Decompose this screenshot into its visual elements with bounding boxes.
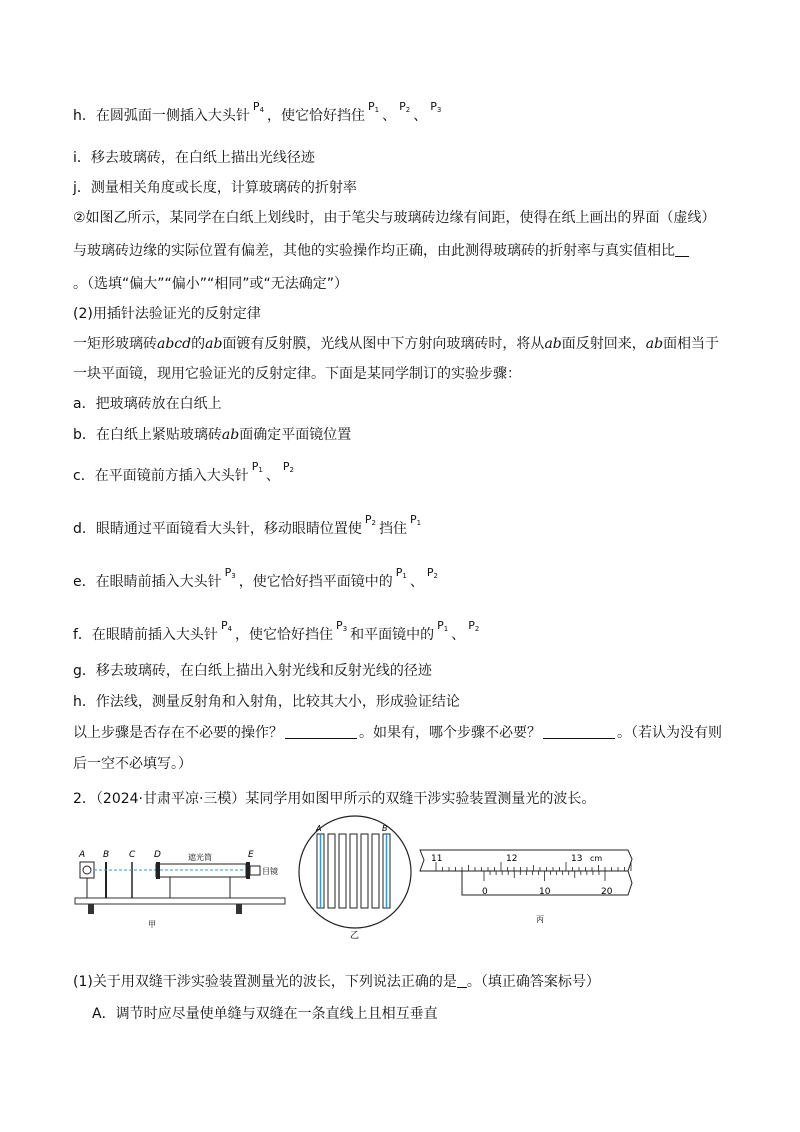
label-d: D <box>154 850 161 860</box>
label-b: B <box>103 850 110 860</box>
pin-p3: $P_3$ <box>430 100 442 114</box>
main-label-11: 11 <box>431 854 443 864</box>
problem-2-intro: 2．（2024·甘肃平凉·三模）某同学用如图甲所示的双缝干涉实验装置测量光的波长。 <box>73 791 596 807</box>
label-b: B <box>382 824 388 833</box>
label-e: E <box>248 850 254 860</box>
label-tube: 遮光筒 <box>188 853 212 862</box>
caption-bing: 丙 <box>536 915 544 924</box>
step-h2: h．作法线，测量反射角和入射角，比较其大小，形成验证结论 <box>73 694 460 710</box>
option-a[interactable]: A．调节时应尽量使单缝与双缝在一条直线上且相互垂直 <box>92 1006 438 1022</box>
figure-bing-vernier <box>418 845 638 930</box>
answer-blank-1[interactable] <box>285 724 357 739</box>
main-label-12: 12 <box>506 854 518 864</box>
question-3-line2: 后一空不必填写。） <box>73 756 192 772</box>
bench-leg-left <box>88 904 94 914</box>
question-2-line2: 与玻璃砖边缘的实际位置有偏差，其他的实验操作均正确，由此测得玻璃砖的折射率与真实值相比 <box>73 241 689 261</box>
step-i: i．移去玻璃砖，在白纸上描出光线径迹 <box>73 150 315 166</box>
step-j: j．测量相关角度或长度，计算玻璃砖的折射率 <box>73 180 357 196</box>
label-a: A <box>316 824 322 833</box>
step-f: f．在眼睛前插入大头针$P_4$ ，使它恰好挡住$P_3$ 和平面镜中的$P_1$ 、$P_2$ <box>73 619 480 643</box>
vernier-label-10: 10 <box>539 887 551 897</box>
label-c: C <box>129 850 136 860</box>
step-d: d．眼睛通过平面镜看大头针，移动眼睛位置使$P_2$ 挡住$P_1$ <box>73 513 422 537</box>
pin-p4: $P_4$ <box>252 100 264 114</box>
answer-blank[interactable] <box>457 973 467 988</box>
caption-jia: 甲 <box>148 920 156 929</box>
fringe-pattern <box>317 834 390 908</box>
section-2-para-line1: 一矩形玻璃砖abcd的ab面镀有反射膜，光线从图中下方射向玻璃砖时，将从ab面反射回来，ab面相当于 <box>73 336 720 352</box>
question-2-line1: ②如图乙所示，某同学在白纸上划线时，由于笔尖与玻璃砖边缘有间距，使得在纸上画出的界面（虚线） <box>73 210 716 226</box>
vernier-label-20: 20 <box>601 887 613 897</box>
step-h-text2: ，使它恰好挡住 <box>266 108 365 124</box>
pin-p2: $P_2$ <box>399 100 411 114</box>
optical-bench <box>75 898 285 904</box>
bench-leg-right <box>236 904 242 914</box>
step-h-line: h．在圆弧面一侧插入大头针$P_4$ ，使它恰好挡住$P_1$ 、$P_2$ 、$P_3$ <box>73 100 442 124</box>
step-a: a．把玻璃砖放在白纸上 <box>73 396 222 412</box>
answer-blank[interactable] <box>675 242 689 257</box>
step-c: c．在平面镜前方插入大头针$P_1$ 、$P_2$ <box>73 460 294 484</box>
question-2-line3: 。（选填“偏大”“偏小”“相同”或“无法确定”） <box>73 276 349 292</box>
question-3-line1: 以上步骤是否存在不必要的操作？ 。如果有，哪个步骤不必要？ 。（若认为没有则 <box>73 725 722 741</box>
caption-yi: 乙 <box>350 931 360 940</box>
answer-blank-2[interactable] <box>543 724 615 739</box>
pin-p1: $P_1$ <box>367 100 380 114</box>
vernier-label-0: 0 <box>482 887 488 897</box>
step-b: b．在白纸上紧贴玻璃砖ab面确定平面镜位置 <box>73 427 352 443</box>
label-a: A <box>79 850 86 860</box>
main-label-13: 13 <box>571 854 583 864</box>
section-2-title: (2)用插针法验证光的反射定律 <box>73 306 261 322</box>
step-g: g．移去玻璃砖，在白纸上描出入射光线和反射光线的径迹 <box>73 663 432 679</box>
label-eyepiece: 目镜 <box>262 867 278 876</box>
step-e: e．在眼睛前插入大头针$P_3$ ，使它恰好挡平面镜中的$P_1$ 、$P_2$ <box>73 566 438 590</box>
problem-2-q1: (1)关于用双缝干涉实验装置测量光的波长，下列说法正确的是 。（填正确答案标号） <box>73 974 600 990</box>
eyepiece <box>250 866 260 875</box>
step-h-text: h．在圆弧面一侧插入大头针 <box>73 108 250 124</box>
section-2-para-line2: 一块平面镜，现用它验证光的反射定律。下面是某同学制订的实验步骤： <box>73 366 521 382</box>
figure-jia-apparatus <box>70 840 300 930</box>
unit-label: cm <box>590 854 603 863</box>
figure-yi-fringes <box>295 812 415 940</box>
